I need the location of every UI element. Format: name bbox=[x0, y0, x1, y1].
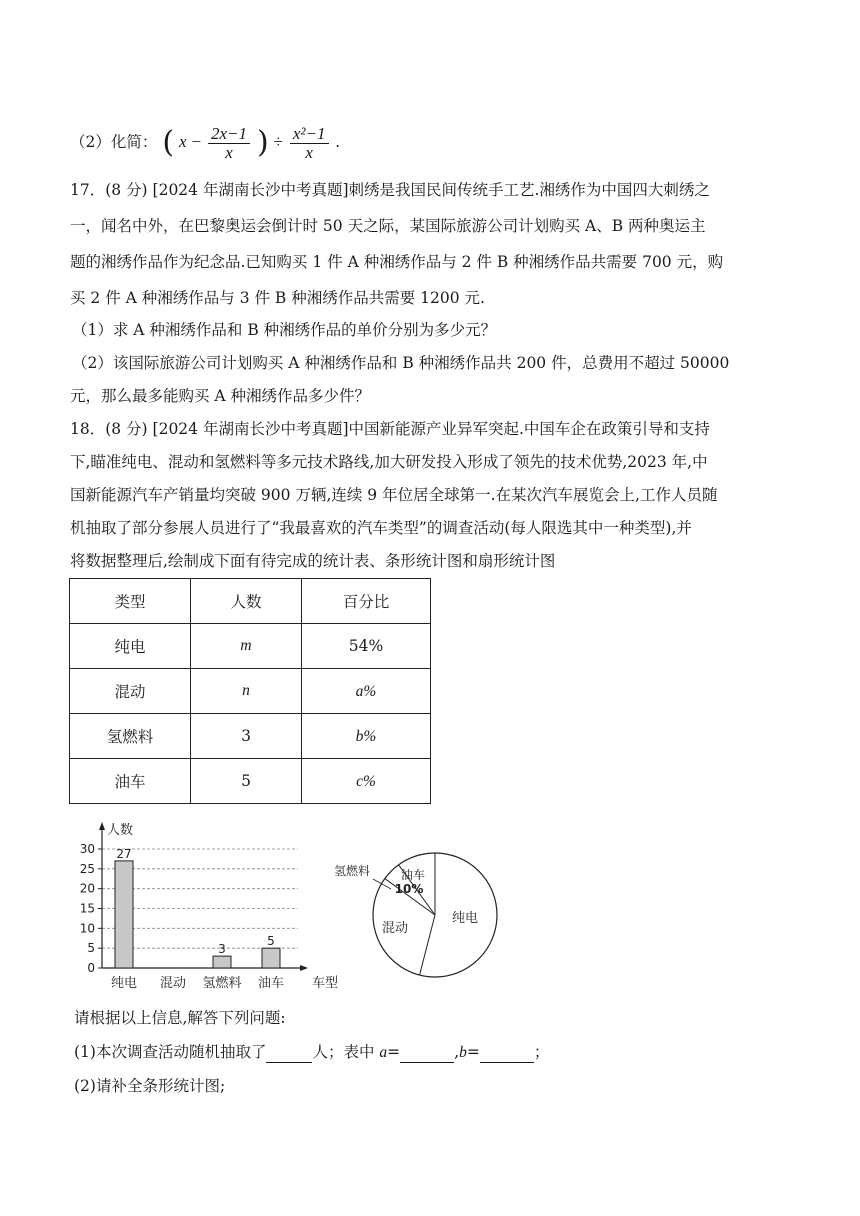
pie-label-hybrid: 混动 bbox=[381, 921, 409, 936]
right-paren: ) bbox=[256, 125, 269, 160]
q18-ask2: (2)请补全条形统计图; bbox=[74, 1077, 226, 1095]
y-tick-label: 5 bbox=[87, 941, 95, 956]
table-row bbox=[70, 714, 431, 759]
pie-annotation-percent: 10% bbox=[394, 882, 424, 896]
math-x: x bbox=[178, 132, 187, 151]
ask1-end: ； bbox=[533, 1043, 550, 1061]
math-minus: − bbox=[191, 132, 202, 151]
table-cell-var: a% bbox=[355, 682, 377, 700]
ask1-comma: , bbox=[454, 1043, 460, 1061]
fraction-2-numerator: x²−1 bbox=[290, 125, 329, 144]
y-tick-label: 15 bbox=[79, 901, 95, 916]
q16-part2-label: （2）化简： bbox=[70, 133, 158, 151]
x-tick-label: 纯电 bbox=[110, 976, 138, 991]
bar-data-label: 5 bbox=[267, 934, 275, 949]
x-axis-arrow bbox=[300, 965, 308, 971]
q17-sub2a: （2）该国际旅游公司计划购买 A 种湘绣作品和 B 种湘绣作品共 200 件，总费用不超过 50000 bbox=[72, 354, 730, 372]
pie-label-hydrogen: 氢燃料 bbox=[333, 864, 371, 878]
x-tick-label: 油车 bbox=[257, 976, 285, 991]
x-axis-label: 车型 bbox=[312, 976, 339, 991]
table-cell bbox=[302, 714, 431, 759]
ask1-text-b: 人；表中 bbox=[312, 1043, 380, 1061]
table-cell-var: c% bbox=[356, 772, 376, 790]
q18-line2: 下,瞄准纯电、混动和氢燃料等多元技术路线,加大研发投入形成了领先的技术优势,2023 年,中 bbox=[70, 453, 708, 471]
q18-line3: 国新能源汽车产销量均突破 900 万辆,连续 9 年位居全球第一.在某次汽车展览会上,工作人员随 bbox=[70, 486, 718, 504]
table-header-percent: 百分比 bbox=[302, 579, 431, 624]
q17-line4: 买 2 件 A 种湘绣作品与 3 件 B 种湘绣作品共需要 1200 元. bbox=[70, 289, 485, 307]
bar bbox=[213, 956, 231, 968]
eq-b: = bbox=[466, 1043, 480, 1061]
answer-blank-total[interactable] bbox=[266, 1042, 312, 1063]
table-row bbox=[70, 669, 431, 714]
bar bbox=[115, 861, 133, 968]
bar-data-label: 3 bbox=[218, 942, 226, 957]
var-b: b bbox=[459, 1044, 467, 1061]
ask1-text-a: (1)本次调查活动随机抽取了 bbox=[74, 1043, 267, 1061]
q17-sub2b: 元，那么最多能购买 A 种湘绣作品多少件？ bbox=[70, 387, 371, 405]
var-a: a bbox=[379, 1044, 388, 1061]
table-cell: 纯电 bbox=[70, 624, 191, 669]
y-axis-arrow bbox=[99, 822, 105, 830]
stats-table bbox=[69, 578, 431, 804]
table-cell: 5 bbox=[191, 759, 302, 804]
table-cell: 氢燃料 bbox=[70, 714, 191, 759]
bar-data-label: 27 bbox=[116, 846, 132, 861]
table-cell: n bbox=[191, 669, 302, 714]
q16-part2 bbox=[70, 122, 340, 162]
table-cell: 混动 bbox=[70, 669, 191, 714]
fraction-1 bbox=[208, 125, 250, 162]
q18-ask1 bbox=[74, 1042, 549, 1063]
answer-blank-b[interactable] bbox=[480, 1042, 534, 1063]
table-cell: 3 bbox=[191, 714, 302, 759]
q17-line1: 17．(8 分) [2024 年湖南长沙中考真题]刺绣是我国民间传统手工艺.湘绣作为中国四大刺绣之 bbox=[70, 181, 710, 199]
q18-line4: 机抽取了部分参展人员进行了“我最喜欢的汽车类型”的调查活动(每人限选其中一种类型),并 bbox=[70, 519, 692, 537]
table-cell bbox=[302, 669, 431, 714]
bar-chart bbox=[70, 818, 340, 998]
table-cell: 油车 bbox=[70, 759, 191, 804]
y-tick-label: 30 bbox=[79, 842, 95, 856]
y-tick-label: 0 bbox=[87, 961, 95, 975]
fraction-2-denominator: x bbox=[305, 142, 313, 162]
x-tick-label: 氢燃料 bbox=[202, 976, 242, 991]
math-period: . bbox=[335, 132, 340, 151]
y-tick-label: 25 bbox=[79, 861, 95, 876]
bar bbox=[262, 948, 280, 968]
table-header-count: 人数 bbox=[191, 579, 302, 624]
fraction-1-denominator: x bbox=[225, 142, 233, 162]
table-cell: 54% bbox=[302, 624, 431, 669]
table-row bbox=[70, 624, 431, 669]
table-cell-var: b% bbox=[355, 727, 377, 745]
answer-blank-a[interactable] bbox=[400, 1042, 454, 1063]
q18-line1: 18．(8 分) [2024 年湖南长沙中考真题]中国新能源产业异军突起.中国车企在政策引导和支持 bbox=[70, 420, 710, 438]
y-tick-label: 10 bbox=[79, 921, 95, 936]
y-tick-label: 20 bbox=[79, 881, 95, 896]
eq-a: = bbox=[387, 1043, 401, 1061]
fraction-2 bbox=[290, 125, 329, 162]
q18-after: 请根据以上信息,解答下列问题: bbox=[74, 1009, 286, 1027]
table-header-row bbox=[70, 579, 431, 624]
table-header-type: 类型 bbox=[70, 579, 191, 624]
x-tick-label: 混动 bbox=[159, 976, 187, 991]
y-axis-label: 人数 bbox=[107, 823, 134, 838]
q17-line2: 一，闻名中外，在巴黎奥运会倒计时 50 天之际，某国际旅游公司计划购买 A、B 两种奥运主 bbox=[70, 217, 706, 235]
pie-chart bbox=[315, 850, 515, 980]
table-row bbox=[70, 759, 431, 804]
table-cell: m bbox=[191, 624, 302, 669]
math-divide: ÷ bbox=[273, 132, 283, 151]
q17-sub1: （1）求 A 种湘绣作品和 B 种湘绣作品的单价分别为多少元？ bbox=[72, 321, 497, 339]
q18-line5: 将数据整理后,绘制成下面有待完成的统计表、条形统计图和扇形统计图 bbox=[70, 552, 556, 570]
pie-label-pure-electric: 纯电 bbox=[451, 911, 479, 926]
fraction-1-numerator: 2x−1 bbox=[208, 125, 250, 144]
left-paren: ( bbox=[162, 125, 175, 160]
pie-label-fuel-car: 油车 bbox=[400, 868, 426, 882]
q17-line3: 题的湘绣作品作为纪念品.已知购买 1 件 A 种湘绣作品与 2 件 B 种湘绣作品共需要 700 元，购 bbox=[70, 253, 724, 271]
table-cell bbox=[302, 759, 431, 804]
